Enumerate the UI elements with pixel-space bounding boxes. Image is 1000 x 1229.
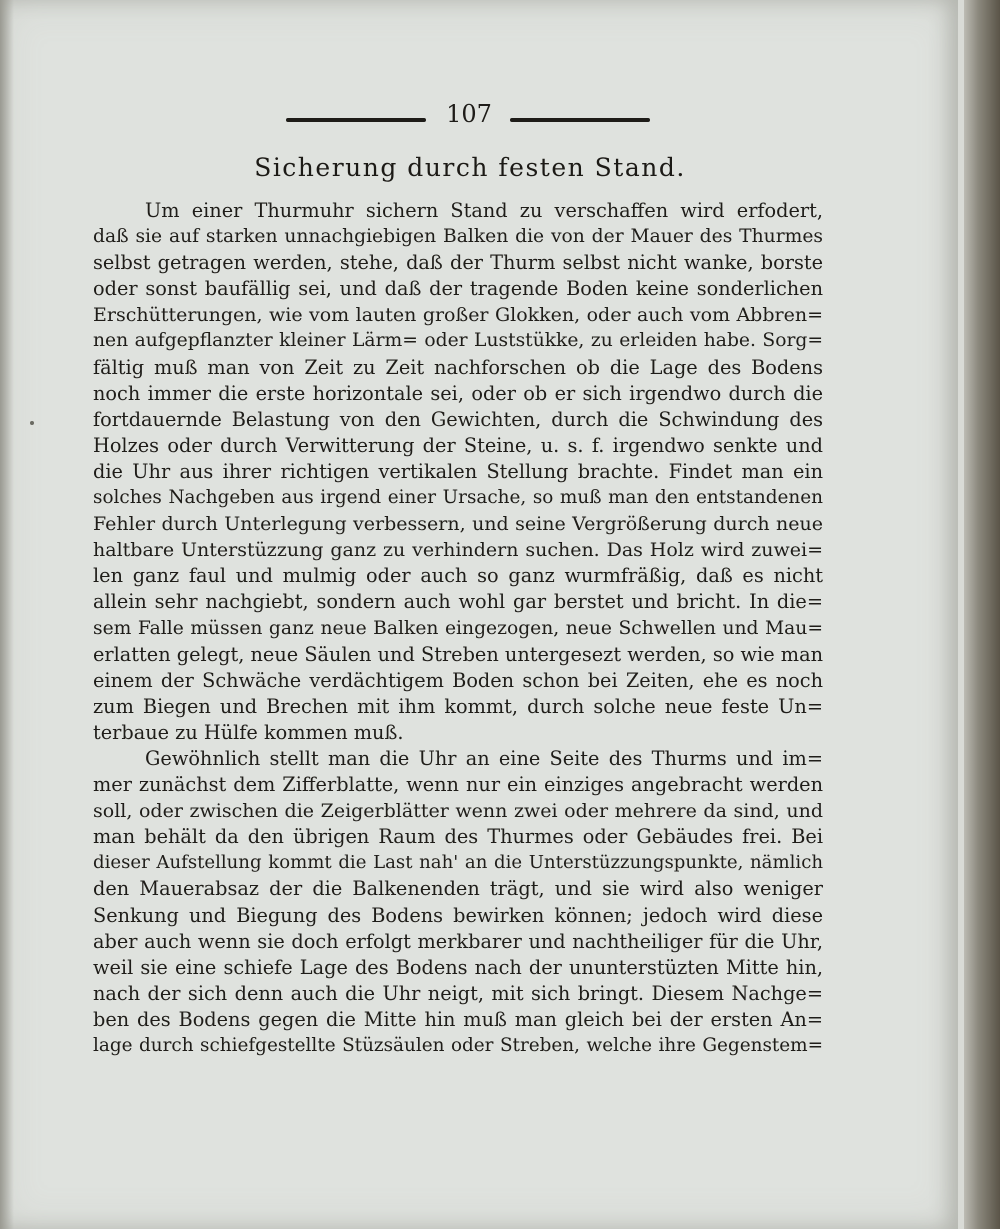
text-line: man behält da den übrigen Raum des Thurmes oder Gebäudes frei. Bei [93, 825, 823, 849]
body-text [93, 198, 823, 1059]
text-line: aber auch wenn sie doch erfolgt merkbarer und nachtheiliger für die Uhr, [93, 929, 823, 953]
text-line: Fehler durch Unterlegung verbessern, und seine Vergrößerung durch neue [93, 513, 823, 536]
text-line: nen aufgepflanzter kleiner Lärm= oder Luststükke, zu erleiden habe. Sorg= [93, 330, 823, 352]
text-line: einem der Schwäche verdächtigem Boden schon bei Zeiten, ehe es noch [93, 668, 823, 692]
text-line: sem Falle müssen ganz neue Balken eingezogen, neue Schwellen und Mau= [93, 617, 823, 639]
text-line: haltbare Unterstüzzung ganz zu verhindern suchen. Das Holz wird zuwei= [93, 539, 823, 562]
header-rule-left [286, 118, 426, 122]
text-line: erlatten gelegt, neue Säulen und Streben untergesezt werden, so wie man [93, 642, 823, 666]
text-line: terbaue zu Hülfe kommen muß. [93, 720, 404, 744]
text-line: mer zunächst dem Zifferblatte, wenn nur ein einziges angebracht werden [93, 773, 823, 797]
paper-speck [30, 421, 34, 425]
text-line: Senkung und Biegung des Bodens bewirken können; jedoch wird diese [93, 903, 823, 927]
text-line: Erschütterungen, wie vom lauten großer Glokken, oder auch vom Abbren= [93, 304, 823, 327]
text-line: lage durch schiefgestellte Stüzsäulen oder Streben, welche ihre Gegenstem= [93, 1035, 823, 1056]
text-line: daß sie auf starken unnachgiebigen Balken die von der Mauer des Thurmes [93, 226, 823, 248]
text-line: die Uhr aus ihrer richtigen vertikalen Stellung brachte. Findet man ein [93, 459, 823, 483]
text-line: Um einer Thurmuhr sichern Stand zu verschaffen wird erfodert, [145, 199, 823, 222]
text-line: fortdauernde Belastung von den Gewichten, durch die Schwindung des [93, 407, 823, 431]
text-line: len ganz faul und mulmig oder auch so ganz wurmfräßig, daß es nicht [93, 564, 823, 588]
text-line: noch immer die erste horizontale sei, oder ob er sich irgendwo durch die [93, 381, 823, 405]
header-rule-right [510, 118, 650, 122]
page-number: 107 [446, 100, 492, 128]
text-line: solches Nachgeben aus irgend einer Ursache, so muß man den entstandenen [93, 487, 823, 509]
text-line: selbst getragen werden, stehe, daß der Thurm selbst nicht wanke, borste [93, 251, 823, 275]
page-gutter-shadow [0, 0, 14, 1229]
text-line: weil sie eine schiefe Lage des Bodens nach der ununterstüzten Mitte hin, [93, 955, 823, 979]
book-binding [964, 0, 1000, 1229]
text-line: ben des Bodens gegen die Mitte hin muß man gleich bei der ersten An= [93, 1007, 823, 1031]
section-title: Sicherung durch festen Stand. [254, 153, 686, 182]
text-line: zum Biegen und Brechen mit ihm kommt, durch solche neue feste Un= [93, 694, 823, 718]
text-line: Holzes oder durch Verwitterung der Steine, u. s. f. irgendwo senkte und [93, 433, 823, 457]
text-line: den Mauerabsaz der die Balkenenden trägt, und sie wird also weniger [93, 877, 823, 901]
text-line: fältig muß man von Zeit zu Zeit nachforschen ob die Lage des Bodens [93, 355, 823, 379]
page-header [0, 100, 958, 140]
text-line: Gewöhnlich stellt man die Uhr an eine Seite des Thurms und im= [145, 746, 823, 770]
text-line: oder sonst baufällig sei, und daß der tragende Boden keine sonderlichen [93, 277, 823, 301]
text-line: nach der sich denn auch die Uhr neigt, mit sich bringt. Diesem Nachge= [93, 981, 823, 1005]
text-line: soll, oder zwischen die Zeigerblätter wenn zwei oder mehrere da sind, und [93, 800, 823, 823]
text-line: allein sehr nachgiebt, sondern auch wohl gar berstet und bricht. In die= [93, 590, 823, 614]
text-line: dieser Aufstellung kommt die Last nah' an die Unterstüzzungspunkte, nämlich [93, 852, 823, 874]
